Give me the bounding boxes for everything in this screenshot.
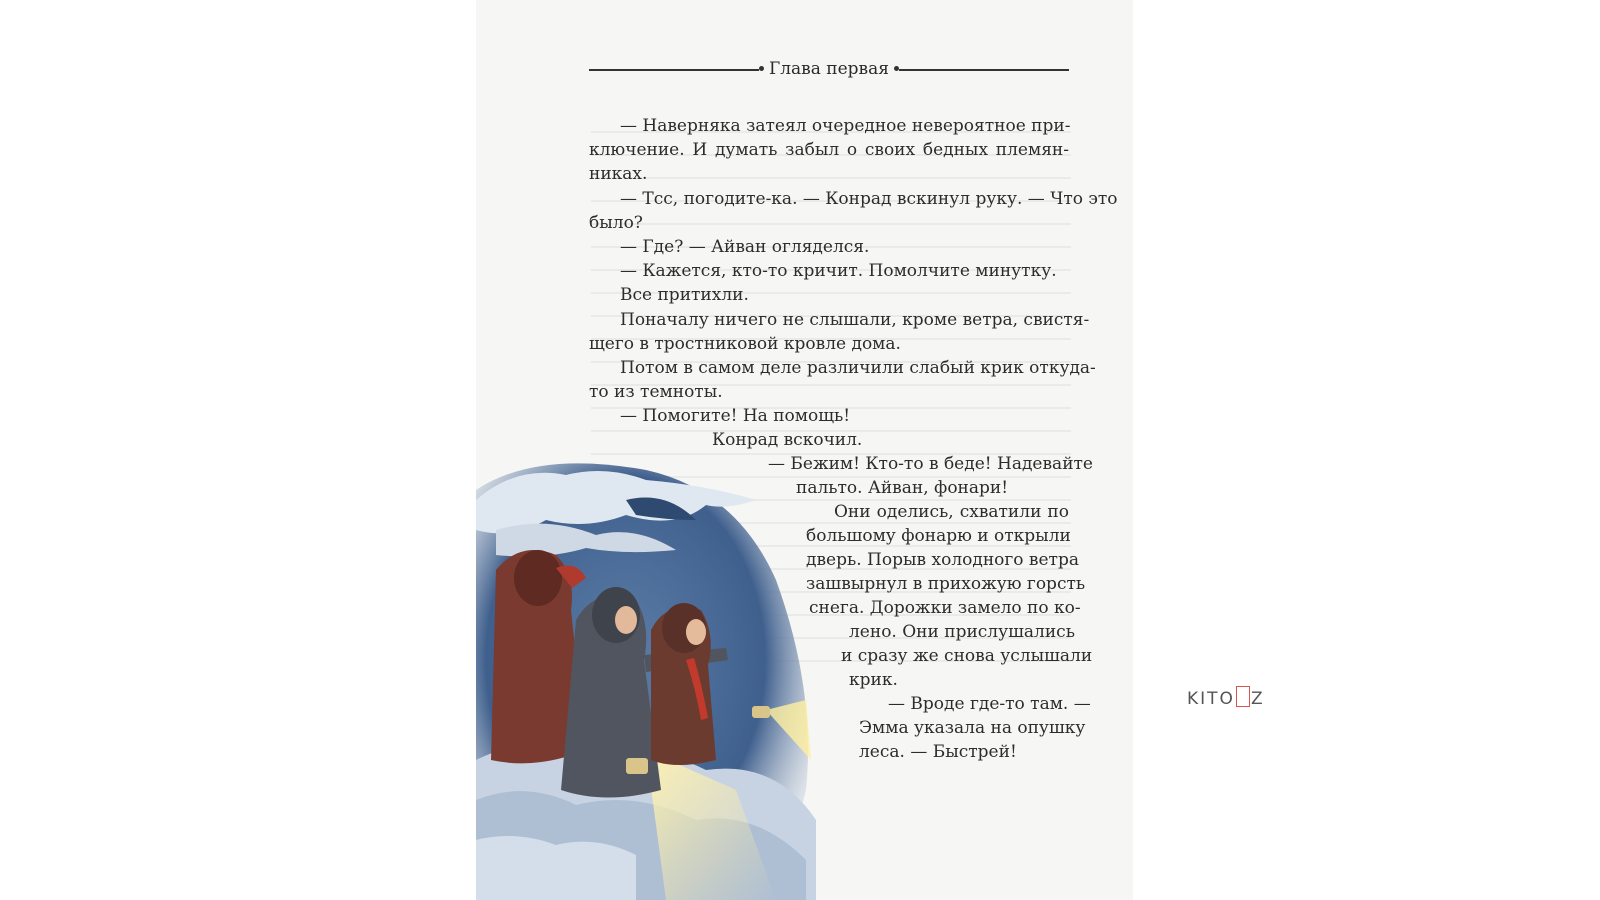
watermark-logo-box [1236, 686, 1250, 707]
text-line: — Кажется, кто-то кричит. Помолчите минутку. [620, 261, 1057, 282]
body-text-top [589, 114, 1118, 428]
book-page [476, 0, 1133, 900]
wrap-line: леса. — Быстрей! [859, 742, 1017, 762]
text-line: то из темноты. [589, 382, 723, 403]
text-line: щего в тростниковой кровле дома. [589, 333, 901, 354]
text-line: было? [589, 212, 643, 233]
site-watermark: KITO Z [1187, 686, 1265, 709]
text-line: — Наверняка затеял очередное невероятное при- [620, 116, 1071, 136]
text-line: Поначалу ничего не слышали, кроме ветра, свистя- [620, 309, 1090, 330]
wrap-line: — Бежим! Кто-то в беде! Надевайте [768, 454, 1093, 474]
wrap-line: зашвырнул в прихожую горсть [806, 574, 1086, 594]
text-line: никах. [589, 164, 648, 185]
wrap-line: большому фонарю и открыли [806, 526, 1071, 546]
text-line: ключение. И думать забыл о своих бедных племян- [589, 140, 1069, 161]
text-line: — Помогите! На помощь! [620, 406, 851, 427]
header-rule-right [899, 69, 1069, 71]
chapter-header [589, 56, 1069, 82]
wrap-line: — Вроде где-то там. — [888, 694, 1091, 714]
wrap-line: дверь. Порыв холодного ветра [806, 550, 1079, 570]
wrap-line: Конрад вскочил. [712, 430, 863, 450]
wrap-line: пальто. Айван, фонари! [796, 478, 1009, 498]
wrap-line: Эмма указала на опушку [859, 718, 1086, 738]
text-line: — Где? — Айван огляделся. [620, 236, 870, 257]
chapter-title: Глава первая [768, 59, 889, 79]
text-line: Потом в самом деле различили слабый крик откуда- [620, 357, 1096, 378]
wrap-line: лено. Они прислушались [849, 622, 1075, 642]
text-line: Все притихли. [620, 285, 749, 306]
wrap-line: и сразу же снова услышали [841, 646, 1093, 666]
illustration-children-lanterns [476, 460, 836, 900]
wrap-line: Они оделись, схватили по [834, 502, 1069, 522]
wrap-line: снега. Дорожки замело по ко- [809, 598, 1081, 618]
wrap-line: крик. [849, 670, 898, 690]
text-line: — Тсс, погодите-ка. — Конрад вскинул руку. — Что это [620, 188, 1118, 209]
